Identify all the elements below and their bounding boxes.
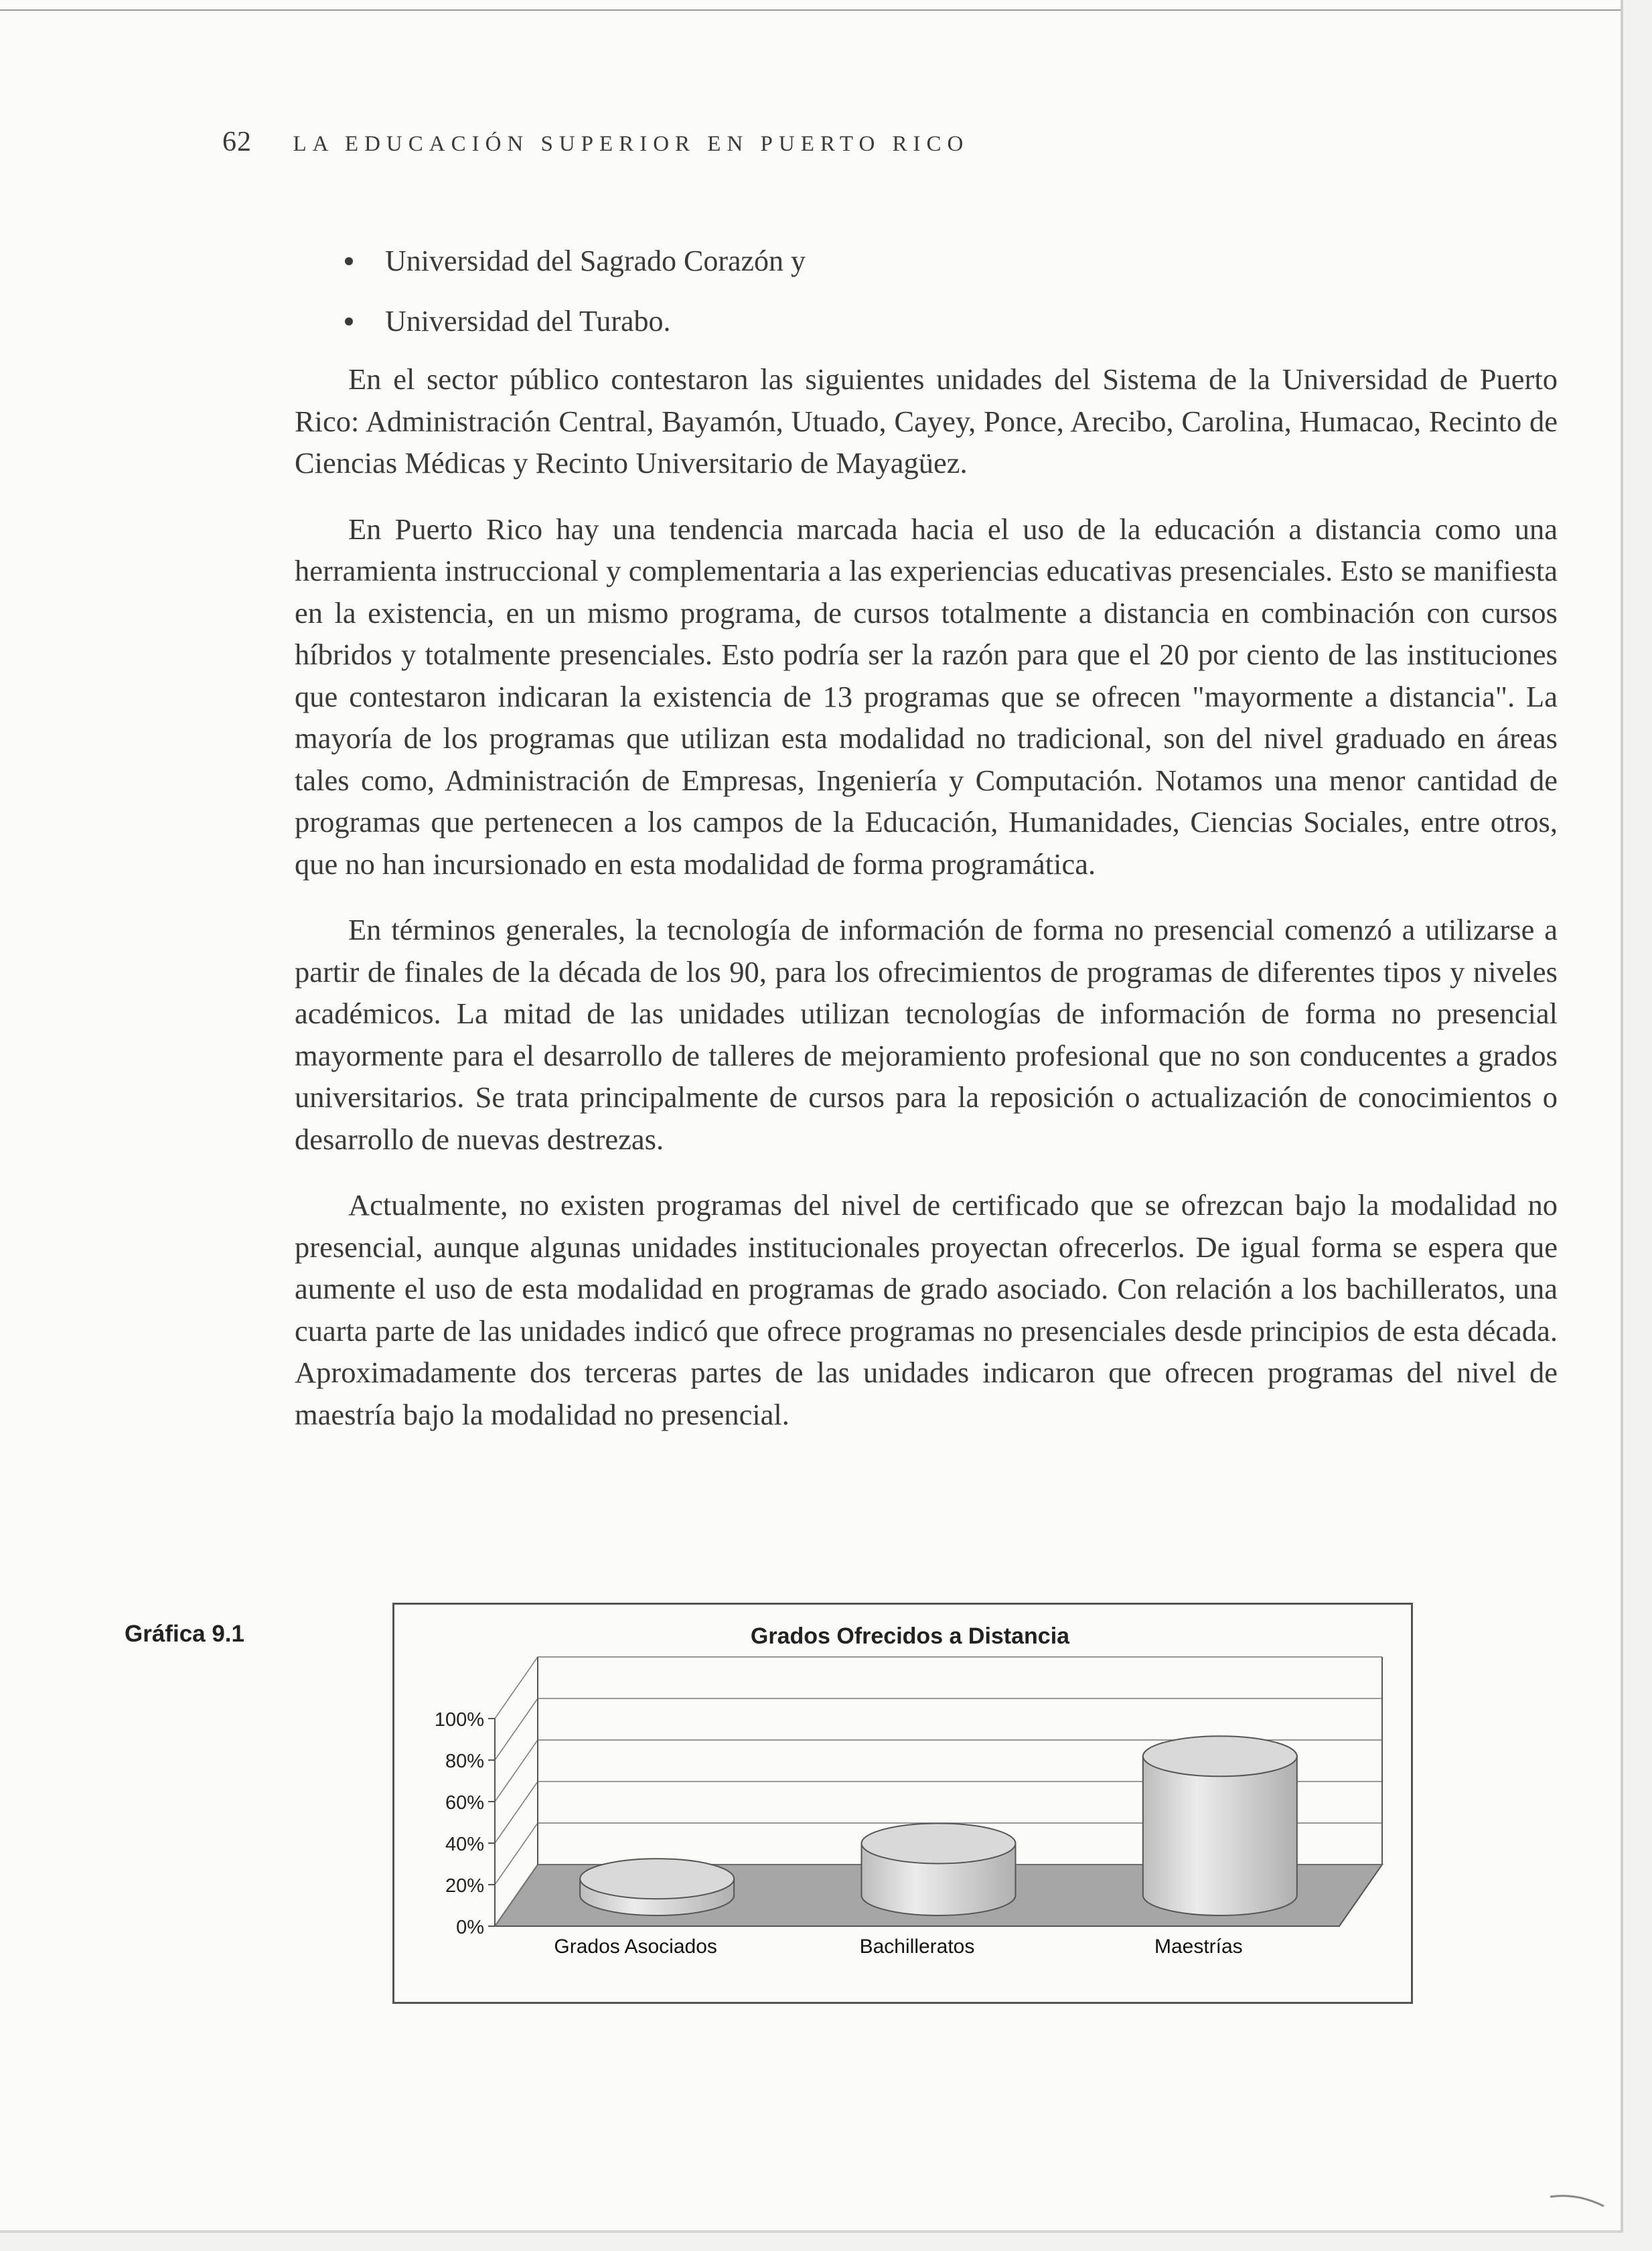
x-tick-label: Bachilleratos <box>859 1936 975 1958</box>
y-tick-label: 60% <box>445 1792 484 1814</box>
page: 62 LA EDUCACIÓN SUPERIOR EN PUERTO RICO Universidad del Sagrado Corazón y Universidad del Turabo. En el sector público contestaron las siguientes unidades del Sistema de la Universidad de Puerto Rico: Administración Central, Bayamón, Utuado, Cayey, Ponce, Arecibo, Carolina, Humacao, Recinto de Ciencias Médicas y Recinto Universitario de Mayagüez. En Puerto Rico hay una tendencia marcada hacia el uso de la educación a distancia como una herramienta instruccional y complementaria a las experiencias educativas presenciales. Esto se manifiesta en la existencia, en un mismo programa, de cursos totalmente a distancia en combinación con cursos híbridos y totalmente presenciales. Esto podría ser la razón para que el 20 por ciento de las instituciones que contestaron indicaran la existencia de 13 programas que se ofrecen "mayormente a distancia". La mayoría de los programas que utilizan esta modalidad no tradicional, son del nivel graduado en áreas tales como, Administración de Empresas, Ingeniería y Computación. Notamos una menor cantidad de programas que pertenecen a los campos de la Educación, Humanidades, Ciencias Sociales, entre otros, que no han incursionado en esta modalidad de forma programática. En términos generales, la tecnología de información de forma no presencial comenzó a utilizarse a partir de finales de la década de los 90, para los ofrecimientos de programas de diferentes tipos y niveles académicos. La mitad de las unidades utilizan tecnologías de información de forma no presencial mayormente para el desarrollo de talleres de mejoramiento profesional que no son conducentes a grados universitarios. Se trata principalmente de cursos para la reposición o actualización de conocimientos o desarrollo de nuevas destrezas. Actualmente, no existen programas del nivel de certificado que se ofrezcan bajo la modalidad no presencial, aunque algunas unidades institucionales proyectan ofrecerlos. De igual forma se espera que aumente el uso de esta modalidad en programas de grado asociado. Con relación a los bachilleratos, una cuarta parte de las unidades indicó que ofrece programas no presenciales desde principios de esta década. Aproximadamente dos terceras partes de las unidades indicaron que ofrecen programas del nivel de maestría bajo la modalidad no presencial. Gráfica 9.1 Grados Ofrecidos a Distancia 0% 20% 40% 60% 80% 100% Grados Asociados Bachilleratos Maestrías <box>0 0 1623 2233</box>
bullet-icon <box>345 317 353 325</box>
y-tick-label: 20% <box>445 1875 484 1897</box>
cylinder-top <box>580 1859 734 1899</box>
x-tick-label: Grados Asociados <box>554 1936 717 1958</box>
body-text <box>295 358 1558 1459</box>
gridline-diagonal <box>495 1657 538 1719</box>
cylinder-bar <box>1143 1756 1297 1915</box>
paragraph: Actualmente, no existen programas del nivel de certificado que se ofrezcan bajo la modalidad no presencial, aunque algunas unidades institucionales proyectan ofrecerlos. De igual forma se espera que aumente el uso de esta modalidad en programas de grado asociado. Con relación a los bachilleratos, una cuarta parte de las unidades indicó que ofrece programas no presenciales desde principios de esta década. Aproximadamente dos terceras partes de las unidades indicaron que ofrecen programas del nivel de maestría bajo la modalidad no presencial. <box>295 1188 1558 1431</box>
y-tick-label: 0% <box>456 1917 484 1938</box>
paragraph: En Puerto Rico hay una tendencia marcada hacia el uso de la educación a distancia como una herramienta instruccional y complementaria a las experiencias educativas presenciales. Esto se manifiesta en la existencia, en un mismo programa, de cursos totalmente a distancia en combinación con cursos híbridos y totalmente presenciales. Esto podría ser la razón para que el 20 por ciento de las instituciones que contestaron indicaran la existencia de 13 programas que se ofrecen "mayormente a distancia". La mayoría de los programas que utilizan esta modalidad no tradicional, son del nivel graduado en áreas tales como, Administración de Empresas, Ingeniería y Computación. Notamos una menor cantidad de programas que pertenecen a los campos de la Educación, Humanidades, Ciencias Sociales, entre otros, que no han incursionado en esta modalidad de forma programática. <box>295 512 1558 881</box>
y-tick-label: 80% <box>445 1751 484 1772</box>
y-tick-label: 100% <box>434 1709 484 1731</box>
cylinder-top <box>1143 1736 1297 1776</box>
paragraph: En el sector público contestaron las siguientes unidades del Sistema de la Universidad de Puerto Rico: Administración Central, Bayamón, Utuado, Cayey, Ponce, Arecibo, Carolina, Humacao, Recinto de Ciencias Médicas y Recinto Universitario de Mayagüez. <box>295 362 1558 480</box>
gridline-diagonal <box>495 1740 538 1802</box>
chart-frame <box>392 1603 1413 2004</box>
page-number: 62 <box>222 127 252 157</box>
figure-label: Gráfica 9.1 <box>125 1621 244 1647</box>
chart <box>394 1605 1411 2002</box>
paragraph: En términos generales, la tecnología de información de forma no presencial comenzó a utilizarse a partir de finales de la década de los 90, para los ofrecimientos de programas de diferentes tipos y niveles académicos. La mitad de las unidades utilizan tecnologías de información de forma no presencial mayormente para el desarrollo de talleres de mejoramiento profesional que no son conducentes a grados universitarios. Se trata principalmente de cursos para la reposición o actualización de conocimientos o desarrollo de nuevas destrezas. <box>295 913 1558 1156</box>
running-title: LA EDUCACIÓN SUPERIOR EN PUERTO RICO <box>293 132 970 156</box>
running-header <box>222 126 969 158</box>
y-tick-label: 40% <box>445 1834 484 1855</box>
x-tick-label: Maestrías <box>1154 1936 1243 1958</box>
top-rule <box>0 9 1621 11</box>
bullet-icon <box>345 257 353 265</box>
cylinder-top <box>862 1824 1016 1864</box>
gridline-diagonal <box>495 1698 538 1760</box>
page-corner-mark <box>1547 2183 1607 2210</box>
gridline-diagonal <box>495 1782 538 1843</box>
chart-title: Grados Ofrecidos a Distancia <box>750 1623 1070 1649</box>
